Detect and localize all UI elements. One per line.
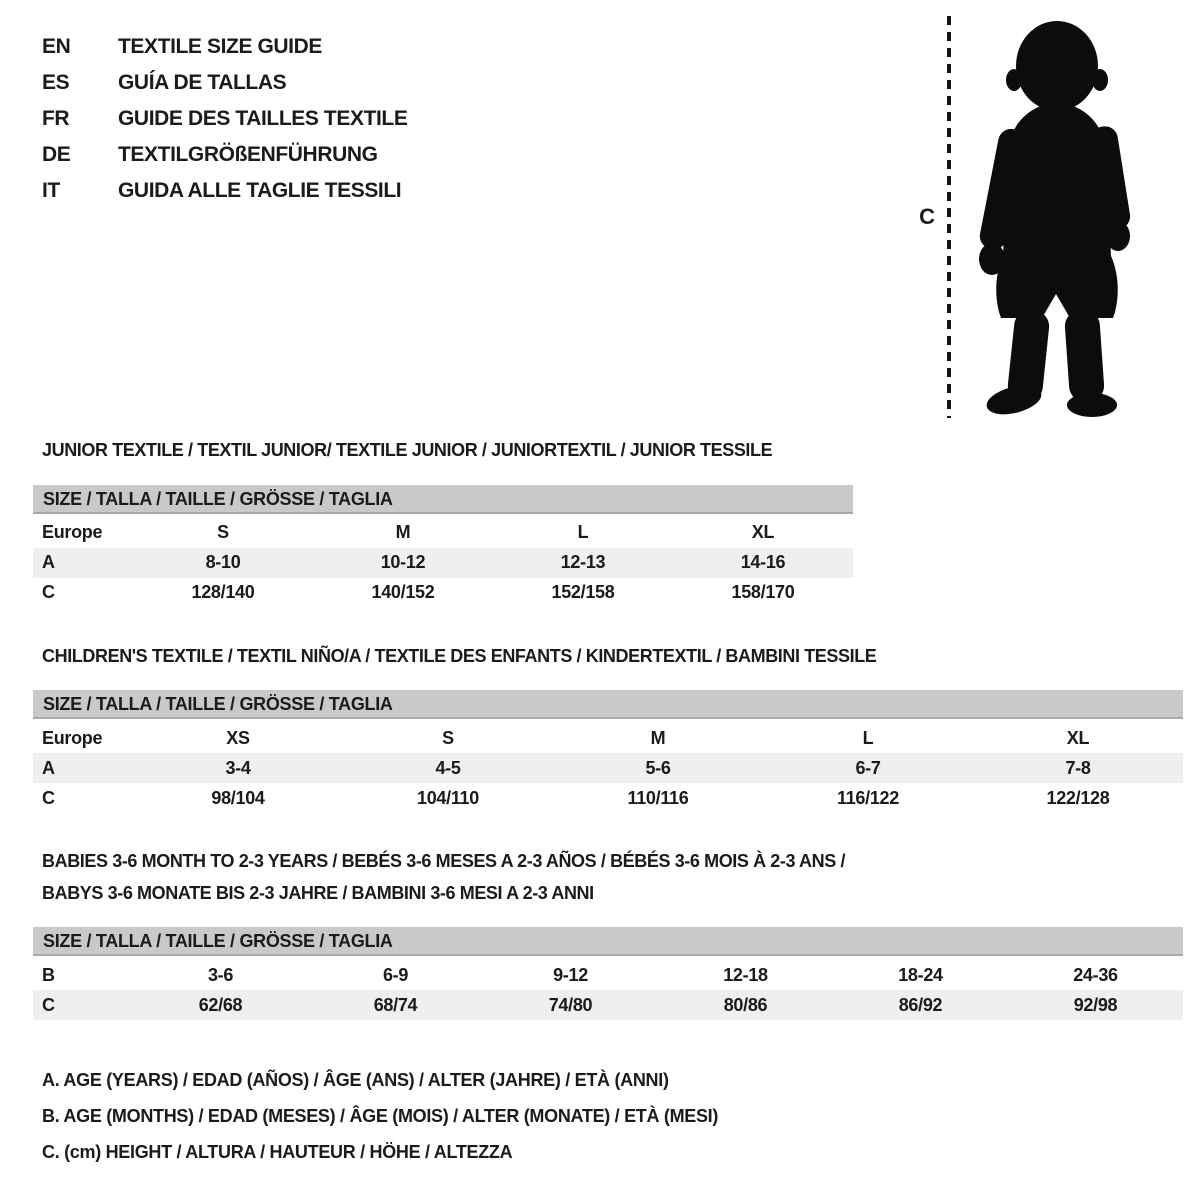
table-cell: 8-10 bbox=[205, 552, 241, 572]
height-measure-figure bbox=[919, 16, 1148, 418]
table-cell: XL bbox=[751, 522, 775, 542]
table-cell: 3-6 bbox=[207, 964, 234, 985]
language-title: GUIDE DES TAILLES TEXTILE bbox=[118, 107, 408, 130]
section-heading: JUNIOR TEXTILE / TEXTIL JUNIOR/ TEXTILE JUNIOR / JUNIORTEXTIL / JUNIOR TESSILE bbox=[42, 440, 773, 460]
row-label: Europe bbox=[42, 522, 103, 542]
table-cell: 92/98 bbox=[1073, 994, 1118, 1015]
legend-line-2: C. (cm) HEIGHT / ALTURA / HAUTEUR / HÖHE / ALTEZZA bbox=[42, 1142, 513, 1162]
table-cell: 140/152 bbox=[371, 582, 435, 602]
row-label: C bbox=[42, 582, 55, 602]
language-title: GUÍA DE TALLAS bbox=[118, 71, 287, 94]
size-sections bbox=[33, 435, 1200, 1020]
size-table bbox=[33, 960, 1183, 1020]
section-junior bbox=[33, 435, 853, 608]
size-bar: SIZE / TALLA / TAILLE / GRÖSSE / TAGLIA bbox=[33, 927, 1183, 956]
row-label: Europe bbox=[42, 727, 103, 748]
table-row-b bbox=[33, 960, 1183, 990]
measure-label-c: C bbox=[919, 204, 935, 229]
table-cell: 12-18 bbox=[723, 964, 768, 985]
row-label: A bbox=[42, 757, 55, 778]
section-babies bbox=[33, 846, 1183, 1020]
table-cell: 9-12 bbox=[553, 964, 588, 985]
table-cell: 10-12 bbox=[380, 552, 426, 572]
table-cell: 62/68 bbox=[198, 994, 243, 1015]
table-cell: 14-16 bbox=[740, 552, 786, 572]
table-row-c bbox=[33, 990, 1183, 1020]
legend-line-0: A. AGE (YEARS) / EDAD (AÑOS) / ÂGE (ANS) / ALTER (JAHRE) / ETÀ (ANNI) bbox=[42, 1070, 669, 1090]
table-cell: 86/92 bbox=[898, 994, 943, 1015]
table-cell: 5-6 bbox=[645, 757, 671, 778]
language-code: EN bbox=[42, 35, 71, 58]
language-code: ES bbox=[42, 71, 70, 94]
table-row-a bbox=[33, 548, 853, 578]
table-cell: 6-7 bbox=[855, 757, 881, 778]
table-cell: 98/104 bbox=[211, 787, 265, 808]
table-row-c bbox=[33, 783, 1183, 813]
row-label: B bbox=[42, 964, 55, 985]
table-cell: 3-4 bbox=[225, 757, 251, 778]
table-cell: 152/158 bbox=[551, 582, 615, 602]
table-row-europe bbox=[33, 723, 1183, 753]
table-cell: 122/128 bbox=[1046, 787, 1110, 808]
table-cell: 68/74 bbox=[373, 994, 418, 1015]
language-code: IT bbox=[42, 179, 60, 202]
table-row-a bbox=[33, 753, 1183, 783]
table-cell: 4-5 bbox=[435, 757, 461, 778]
table-cell: XL bbox=[1066, 727, 1090, 748]
table-cell: 116/122 bbox=[837, 787, 899, 808]
table-cell: 18-24 bbox=[898, 964, 943, 985]
table-cell: M bbox=[395, 522, 411, 542]
table-cell: L bbox=[577, 522, 589, 542]
table-cell: 158/170 bbox=[731, 582, 795, 602]
table-cell: XS bbox=[226, 727, 250, 748]
table-cell: L bbox=[862, 727, 874, 748]
table-cell: 12-13 bbox=[560, 552, 606, 572]
height-measure-dashed-line bbox=[947, 16, 951, 418]
table-cell: 24-36 bbox=[1073, 964, 1118, 985]
language-code: FR bbox=[42, 107, 70, 130]
table-cell: S bbox=[217, 522, 229, 542]
table-cell: 6-9 bbox=[382, 964, 409, 985]
size-bar: SIZE / TALLA / TAILLE / GRÖSSE / TAGLIA bbox=[33, 690, 1183, 719]
table-row-c bbox=[33, 578, 853, 608]
legend-line-1: B. AGE (MONTHS) / EDAD (MESES) / ÂGE (MOIS) / ALTER (MONATE) / ETÀ (MESI) bbox=[42, 1106, 719, 1126]
table-cell: 80/86 bbox=[723, 994, 768, 1015]
legend bbox=[42, 1070, 1200, 1163]
table-row-europe bbox=[33, 518, 853, 548]
table-cell: M bbox=[650, 727, 666, 748]
table-cell: 104/110 bbox=[417, 787, 479, 808]
table-cell: 110/116 bbox=[627, 787, 689, 808]
table-cell: 128/140 bbox=[191, 582, 255, 602]
row-label: C bbox=[42, 787, 55, 808]
language-title: TEXTILE SIZE GUIDE bbox=[118, 35, 322, 58]
section-children bbox=[33, 641, 1183, 814]
language-title: TEXTILGRÖßENFÜHRUNG bbox=[118, 143, 378, 166]
table-cell: 7-8 bbox=[1065, 757, 1091, 778]
size-table bbox=[33, 518, 853, 608]
row-label: A bbox=[42, 552, 55, 572]
row-label: C bbox=[42, 994, 55, 1015]
toddler-silhouette-icon bbox=[965, 16, 1148, 418]
language-title: GUIDA ALLE TAGLIE TESSILI bbox=[118, 179, 402, 202]
section-heading: BABIES 3-6 MONTH TO 2-3 YEARS / BEBÉS 3-6 MESES A 2-3 AÑOS / BÉBÉS 3-6 MOIS À 2-3 ANS / BABYS 3-6 MONATE BIS 2-3 JAHRE / BAMBINI 3-6 MESI A 2-3 ANNI bbox=[42, 851, 846, 903]
size-table bbox=[33, 723, 1183, 813]
language-code: DE bbox=[42, 143, 71, 166]
table-cell: 74/80 bbox=[548, 994, 593, 1015]
size-bar: SIZE / TALLA / TAILLE / GRÖSSE / TAGLIA bbox=[33, 485, 853, 514]
table-cell: S bbox=[442, 727, 454, 748]
section-heading: CHILDREN'S TEXTILE / TEXTIL NIÑO/A / TEXTILE DES ENFANTS / KINDERTEXTIL / BAMBINI TESSILE bbox=[42, 645, 877, 666]
